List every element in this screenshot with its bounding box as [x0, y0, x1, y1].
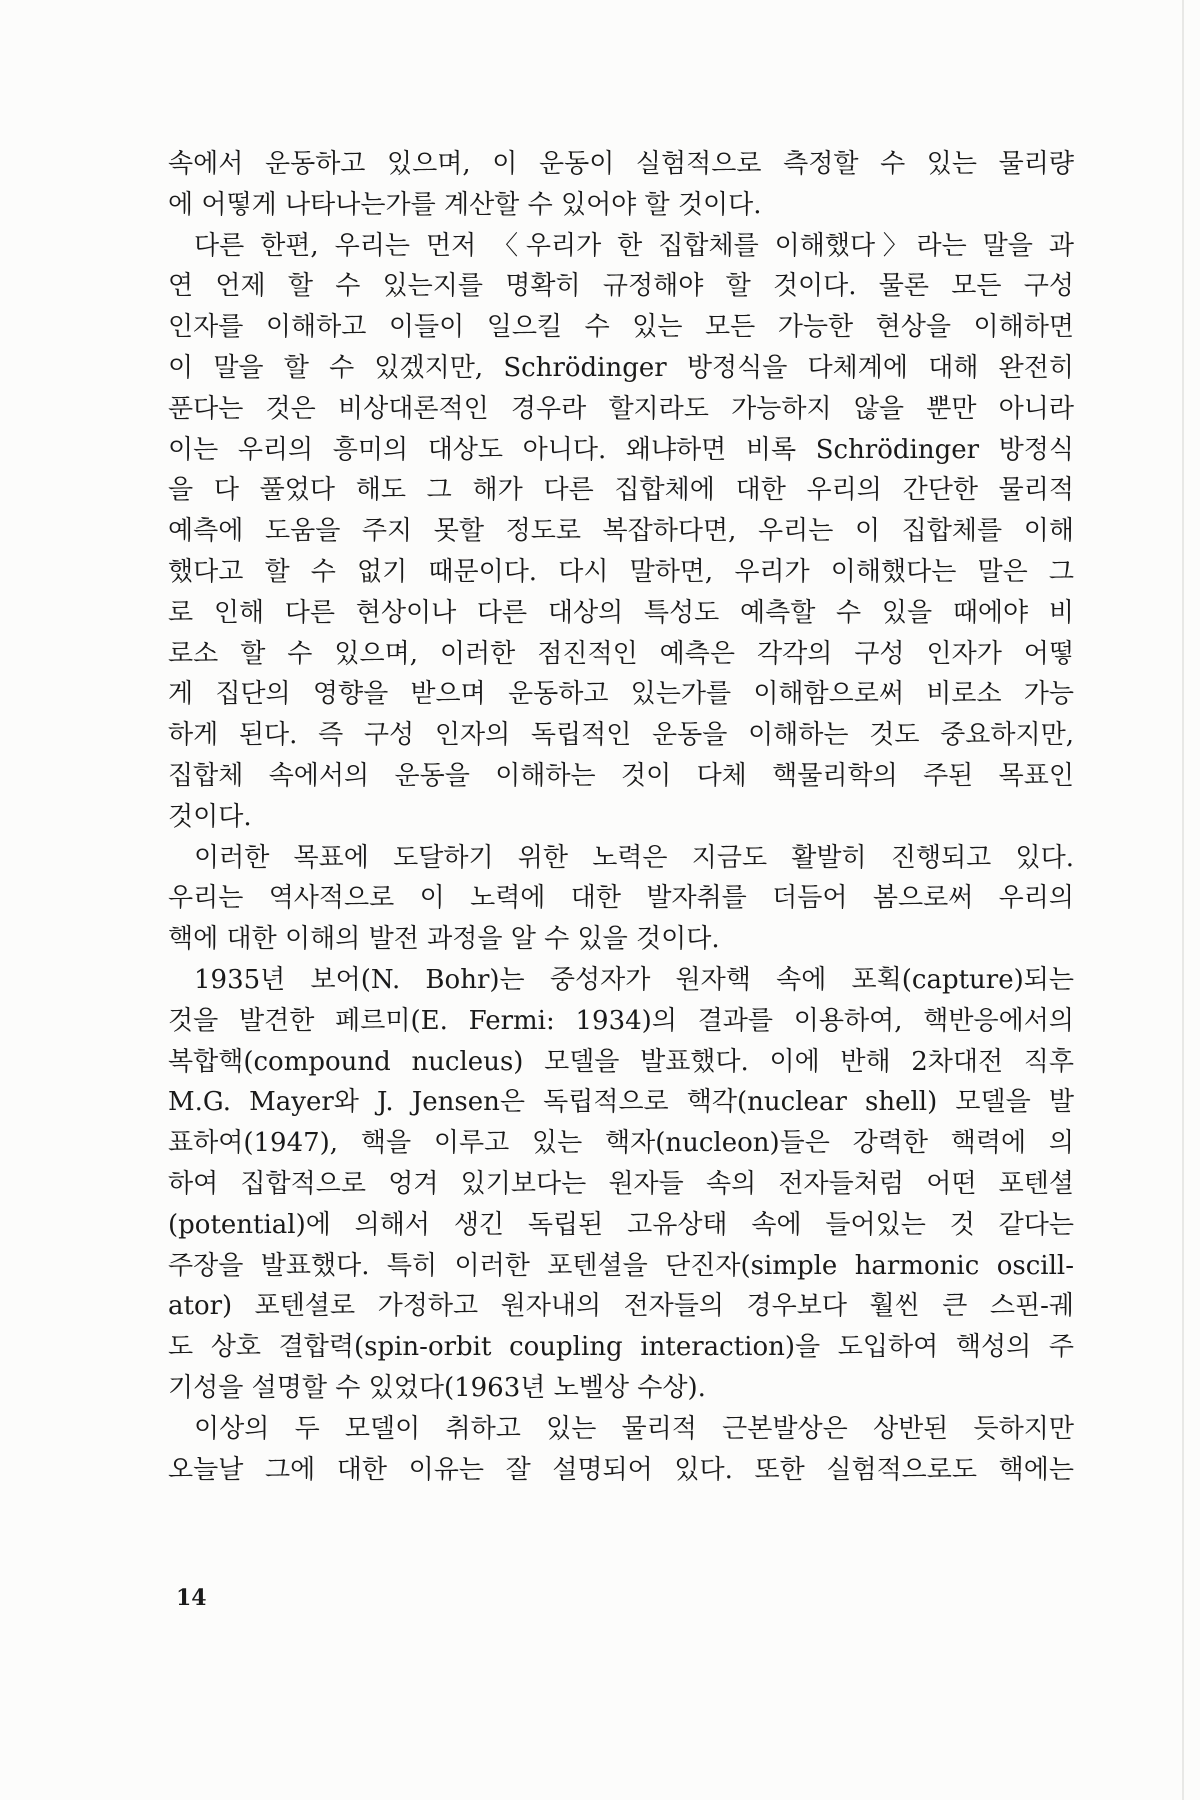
- text-line: 복합핵(compound nucleus) 모델을 발표했다. 이에 반해 2차대전 직후: [168, 1046, 1074, 1077]
- text-line: 하여 집합적으로 엉겨 있기보다는 원자들 속의 전자들처럼 어떤 포텐셜: [168, 1168, 1074, 1199]
- text-line: 기성을 설명할 수 있었다(1963년 노벨상 수상).: [168, 1372, 706, 1403]
- paragraph: [168, 1409, 1074, 1491]
- text-line: 푼다는 것은 비상대론적인 경우라 할지라도 가능하지 않을 뿐만 아니라: [168, 393, 1074, 424]
- text-line: 핵에 대한 이해의 발전 과정을 알 수 있을 것이다.: [168, 924, 720, 955]
- text-line: 에 어떻게 나타나는가를 계산할 수 있어야 할 것이다.: [168, 189, 762, 220]
- text-line: 것이다.: [168, 801, 252, 832]
- text-line: 이는 우리의 흥미의 대상도 아니다. 왜냐하면 비록 Schrödinger 방정식: [168, 434, 1074, 465]
- text-line: 것을 발견한 페르미(E. Fermi: 1934)의 결과를 이용하여, 핵반응에서의: [168, 1005, 1074, 1036]
- text-line: 오늘날 그에 대한 이유는 잘 설명되어 있다. 또한 실험적으로도 핵에는: [168, 1454, 1074, 1485]
- text-line: 했다고 할 수 없기 때문이다. 다시 말하면, 우리가 이해했다는 말은 그: [168, 556, 1074, 587]
- body-text: [168, 144, 1074, 1490]
- paragraph: [168, 144, 1074, 226]
- text-line: 속에서 운동하고 있으며, 이 운동이 실험적으로 측정할 수 있는 물리량: [168, 149, 1074, 179]
- text-line: 로소 할 수 있으며, 이러한 점진적인 예측은 각각의 구성 인자가 어떻: [168, 638, 1074, 669]
- text-line: M.G. Mayer와 J. Jensen은 독립적으로 핵각(nuclear shell) 모델을 발: [168, 1087, 1074, 1118]
- page-number: 14: [176, 1585, 207, 1611]
- text-line: 우리는 역사적으로 이 노력에 대한 발자취를 더듬어 봄으로써 우리의: [168, 883, 1074, 914]
- text-line: 을 다 풀었다 해도 그 해가 다른 집합체에 대한 우리의 간단한 물리적: [168, 475, 1074, 506]
- text-line: 주장을 발표했다. 특히 이러한 포텐셜을 단진자(simple harmonic oscill-: [168, 1250, 1074, 1281]
- text-line: 도 상호 결합력(spin-orbit coupling interaction)을 도입하여 핵성의 주: [168, 1332, 1074, 1363]
- paragraph: [168, 838, 1074, 960]
- text-line: 로 인해 다른 현상이나 다른 대상의 특성도 예측할 수 있을 때에야 비: [168, 597, 1074, 628]
- text-line: 1935년 보어(N. Bohr)는 중성자가 원자핵 속에 포획(capture)되는: [194, 964, 1074, 995]
- text-line: 이 말을 할 수 있겠지만, Schrödinger 방정식을 다체계에 대해 완전히: [168, 352, 1074, 383]
- text-line: 이상의 두 모델이 취하고 있는 물리적 근본발상은 상반된 듯하지만: [194, 1413, 1074, 1444]
- text-line: 예측에 도움을 주지 못할 정도로 복잡하다면, 우리는 이 집합체를 이해: [168, 516, 1074, 547]
- text-line: 하게 된다. 즉 구성 인자의 독립적인 운동을 이해하는 것도 중요하지만,: [168, 720, 1074, 751]
- paragraph: [168, 960, 1074, 1409]
- text-line: 게 집단의 영향을 받으며 운동하고 있는가를 이해함으로써 비로소 가능: [168, 679, 1074, 710]
- text-line: 연 언제 할 수 있는지를 명확히 규정해야 할 것이다. 물론 모든 구성: [168, 271, 1074, 302]
- text-line: 이러한 목표에 도달하기 위한 노력은 지금도 활발히 진행되고 있다.: [194, 842, 1074, 873]
- text-line: 표하여(1947), 핵을 이루고 있는 핵자(nucleon)들은 강력한 핵력에 의: [168, 1128, 1074, 1159]
- text-line: 다른 한편, 우리는 먼저 〈우리가 한 집합체를 이해했다〉라는 말을 과: [194, 230, 1074, 261]
- page-edge-divider: [1182, 0, 1184, 1800]
- paragraph: [168, 226, 1074, 838]
- text-line: 인자를 이해하고 이들이 일으킬 수 있는 모든 가능한 현상을 이해하면: [168, 312, 1074, 343]
- text-line: 집합체 속에서의 운동을 이해하는 것이 다체 핵물리학의 주된 목표인: [168, 760, 1074, 791]
- text-line: ator) 포텐셜로 가정하고 원자내의 전자들의 경우보다 훨씬 큰 스핀-궤: [168, 1291, 1074, 1322]
- text-line: (potential)에 의해서 생긴 독립된 고유상태 속에 들어있는 것 같다는: [168, 1209, 1074, 1240]
